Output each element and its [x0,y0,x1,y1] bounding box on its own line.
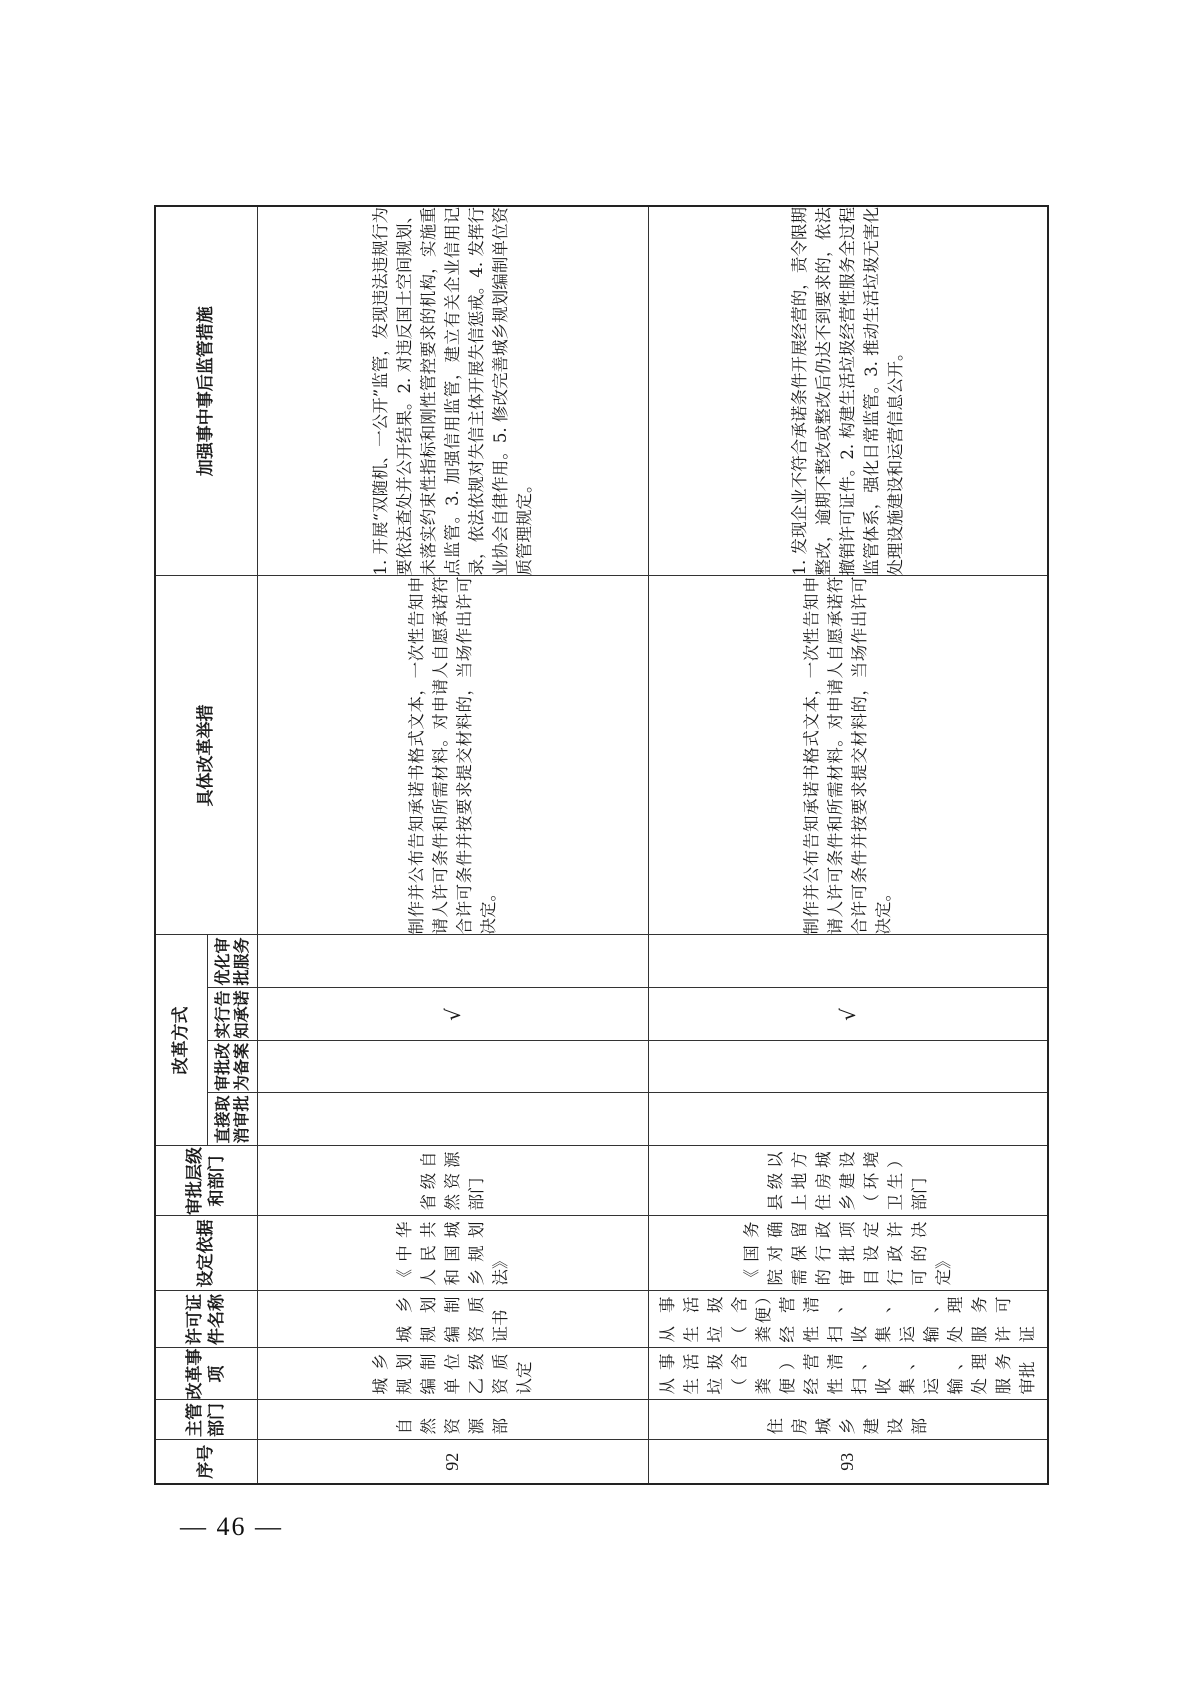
row-item: 城乡规划编制单位乙级资质认定 [370,1353,534,1395]
rotated-table-wrapper [154,207,1047,1485]
row-license: 城乡规划编制资质证书 [394,1296,510,1343]
reform-table [154,205,1049,1485]
row-optimize-mark [648,935,1048,988]
header-supervision: 加强事中事后监管措施 [155,206,257,576]
row-index: 92 [257,1440,648,1484]
header-basis: 设定依据 [155,1216,257,1291]
row-department: 住房城乡建设部 [765,1418,929,1435]
header-measures: 具体改革举措 [155,576,257,935]
table-row [648,206,1048,1484]
header-method-record: 审批改为备案 [207,1041,257,1093]
row-department: 自然资源部 [394,1418,510,1435]
header-method-commit: 实行告知承诺 [207,988,257,1041]
header-level: 审批层级和部门 [155,1146,257,1216]
row-basis: 《中华人民共和国城乡规划法》 [394,1221,510,1286]
row-commit-mark: √ [648,988,1048,1041]
table-row [257,206,648,1484]
row-level: 县级以上地方住房城乡建设（环境卫生）部门 [765,1151,929,1211]
row-item: 从事生活垃圾（含粪便）经营性清扫、收集、运输、处理服务审批 [657,1353,1037,1395]
header-method-optimize: 优化审批服务 [207,935,257,988]
row-measures: 制作并公布告知承诺书格式文本，一次性告知申请人许可条件和所需材料。对申请人自愿承诺符合许可条件并按要求提交材料的，当场作出许可决定。 [801,576,893,935]
page-number: — 46 — [180,1512,283,1541]
row-cancel-mark [257,1093,648,1146]
row-basis: 《国务院对确需保留的行政审批项目设定行政许可的决定》 [741,1221,953,1286]
row-measures: 制作并公布告知承诺书格式文本，一次性告知申请人许可条件和所需材料。对申请人自愿承诺符合许可条件并按要求提交材料的，当场作出许可决定。 [406,576,498,935]
row-supervision: 1. 发现企业不符合承诺条件开展经营的，责令限期整改，逾期不整改或整改后仍达不到要求的，依法撤销许可证件。2. 构建生活垃圾经营性服务全过程监管体系，强化日常监管。3. 推动生活垃圾无害化处理设施建设和运营信息公开。 [789,207,905,576]
header-index: 序号 [155,1440,257,1484]
header-reform-method: 改革方式 [155,935,207,1146]
header-license: 许可证件名称 [155,1291,257,1348]
row-level: 省级自然资源部门 [418,1151,486,1211]
header-method-cancel: 直接取消审批 [207,1093,257,1146]
row-license: 从事生活垃圾（含粪便）经营性清扫、收集、运输、处理服务许可证 [657,1296,1037,1343]
header-item: 改革事项 [155,1348,257,1400]
row-index: 93 [648,1440,1048,1484]
row-optimize-mark [257,935,648,988]
row-commit-mark: √ [257,988,648,1041]
row-record-mark [257,1041,648,1093]
row-cancel-mark [648,1093,1048,1146]
row-record-mark [648,1041,1048,1093]
header-department: 主管部门 [155,1400,257,1440]
row-supervision: 1. 开展“双随机、一公开”监管，发现违法违规行为要依法查处并公开结果。2. 对违反国土空间规划、未落实约束性指标和刚性管控要求的机构，实施重点监管。3. 加强信用监管，建立有关企业信用记录，依法依规对失信主体开展失信惩戒。4. 发挥行业协会自律作用。5. 修改完善城乡规划编制单位资质管理规定。 [370,207,534,576]
